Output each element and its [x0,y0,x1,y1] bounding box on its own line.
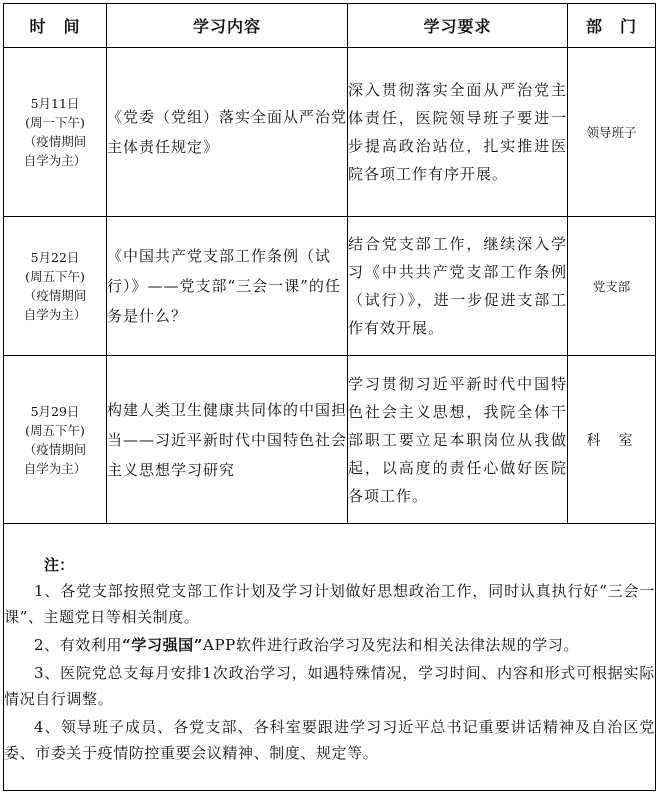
content-cell: 《中国共产党支部工作条例（试行）》——党支部“三会一课”的任务是什么？ [107,217,348,356]
department-cell: 科室 [568,356,656,524]
note-text: 3、医院党总支每月安排1次政治学习，如遇特殊情况，学习时间、内容和形式可根据实际情况自行调整。 [4,664,655,708]
time-note-1: （疫情期间 [23,441,87,457]
note-text-tail: APP软件进行政治学习及宪法和相关法律法规的学习。 [203,636,580,654]
note-emphasis: “学习强国” [122,636,204,654]
time-note-1: （疫情期间 [23,134,87,149]
header-content: 学习内容 [107,4,348,48]
study-schedule-table [3,3,656,791]
table-row [4,217,656,356]
time-cell [4,217,107,356]
table-row [4,356,656,524]
time-date: 5月22日 [30,250,80,265]
time-weekday: (周一下午) [25,115,85,130]
time-weekday: (周五下午) [25,422,85,438]
note-text: 1、各党支部按照党支部工作计划及学习计划做好思想政治工作，同时认真执行好“三会一课”、主题党日等相关制度。 [4,582,655,626]
time-note-2: 自学为主） [23,460,87,476]
notes-row [4,524,656,791]
table-header-row [4,4,656,48]
notes-heading: 注： [44,556,75,574]
requirement-cell: 结合党支部工作，继续深入学习《中共共产党支部工作条例（试行）》，进一步促进支部工作有效开展。 [348,217,568,356]
time-note-1: （疫情期间 [23,288,87,303]
time-date: 5月29日 [30,403,80,419]
header-requirement: 学习要求 [348,4,568,48]
header-time: 时 间 [4,4,107,48]
department-cell: 党支部 [568,217,656,356]
time-weekday: (周五下午) [25,269,85,284]
department-cell: 领导班子 [568,48,656,217]
requirement-cell: 学习贯彻习近平新时代中国特色社会主义思想，我院全体干部职工要立足本职岗位从我做起，以高度的责任心做好医院各项工作。 [348,356,568,524]
note-item [4,714,655,766]
content-cell: 《党委（党组）落实全面从严治党主体责任规定》 [107,48,348,217]
time-date: 5月11日 [30,96,80,111]
time-note-2: 自学为主） [23,307,87,322]
requirement-cell: 深入贯彻落实全面从严治党主体责任，医院领导班子要进一步提高政治站位，扎实推进医院各项工作有序开展。 [348,48,568,217]
note-item [4,660,655,712]
note-item [4,632,655,658]
time-note-2: 自学为主） [23,153,87,168]
note-text: 2、有效利用 [34,636,123,654]
note-item [4,578,655,630]
time-cell [4,356,107,524]
notes-cell [4,524,656,791]
content-cell: 构建人类卫生健康共同体的中国担当——习近平新时代中国特色社会主义思想学习研究 [107,356,348,524]
table-row [4,48,656,217]
header-department: 部 门 [568,4,656,48]
note-text: 4、领导班子成员、各党支部、各科室要跟进学习习近平总书记重要讲话精神及自治区党委、市委关于疫情防控重要会议精神、制度、规定等。 [4,718,655,762]
time-cell [4,48,107,217]
